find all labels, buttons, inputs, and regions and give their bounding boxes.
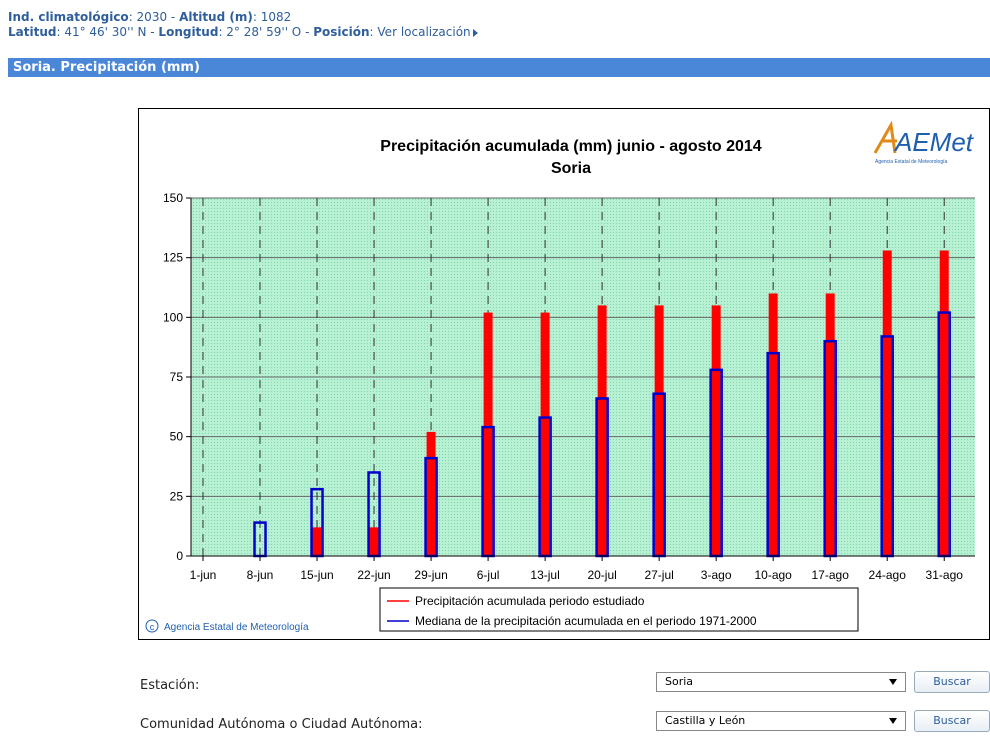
ver-localizacion-link[interactable]: Ver localización [377, 25, 471, 39]
logo-text: AEMet [895, 127, 974, 157]
bar-studied [826, 293, 835, 556]
bar-studied [712, 305, 721, 556]
bar-studied [313, 527, 322, 556]
bar-studied [370, 527, 379, 556]
bar-studied [484, 313, 493, 556]
legend [380, 588, 858, 631]
x-tick-label: 8-jun [246, 568, 274, 582]
latitud-value: 41° 46' 30'' N [64, 25, 147, 39]
bar-studied [427, 432, 436, 556]
chevron-down-icon [889, 679, 897, 685]
x-tick-label: 22-jun [357, 568, 391, 582]
bar-studied [883, 251, 892, 556]
x-tick-label: 6-jul [476, 568, 500, 582]
y-tick-label: 75 [169, 370, 183, 384]
y-tick-label: 150 [162, 191, 183, 205]
buscar-comunidad-button[interactable]: Buscar [914, 710, 990, 732]
chevron-down-icon [889, 718, 897, 724]
legend-label-studied: Precipitación acumulada periodo estudiado [415, 594, 645, 608]
x-tick-label: 31-ago [925, 568, 963, 582]
indicativo-value: 2030 [136, 10, 168, 24]
altitud-value: 1082 [260, 10, 292, 24]
bar-studied [940, 251, 949, 556]
chart-title: Precipitación acumulada (mm) junio - agosto 2014 [380, 138, 762, 155]
x-tick-label: 15-jun [300, 568, 334, 582]
chart-subtitle: Soria [550, 160, 592, 177]
x-tick-label: 24-ago [868, 568, 906, 582]
y-tick-label: 125 [162, 250, 183, 265]
grid-layer [191, 198, 975, 556]
bar-studied [598, 305, 607, 556]
altitud-label: Altitud (m) [179, 10, 253, 24]
copyright-text: Agencia Estatal de Meteorología [164, 622, 309, 633]
y-tick-label: 100 [162, 310, 183, 325]
section-title: Soria. Precipitación (mm) [8, 58, 990, 77]
bar-studied [655, 305, 664, 556]
x-tick-label: 17-ago [811, 568, 849, 582]
svg-text:c: c [149, 622, 155, 632]
x-tick-label: 29-jun [414, 568, 448, 582]
legend-label-median: Mediana de la precipitación acumulada en el periodo 1971-2000 [415, 614, 757, 628]
longitud-value: 2° 28' 59'' O [226, 25, 302, 39]
chart-frame [138, 108, 990, 640]
comunidad-value: Castilla y León [665, 714, 746, 727]
x-tick-label: 20-jul [587, 568, 617, 582]
comunidad-select[interactable] [656, 711, 906, 731]
bar-studied [541, 313, 550, 556]
logo-subtext: Agencia Estatal de Meteorología [875, 159, 948, 165]
comunidad-label: Comunidad Autónoma o Ciudad Autónoma: [140, 717, 423, 732]
y-tick-label: 0 [176, 549, 183, 563]
y-tick-label: 50 [169, 429, 183, 444]
posicion-label: Posición [313, 25, 370, 39]
x-tick-label: 27-jul [644, 568, 674, 582]
x-tick-label: 13-jul [530, 568, 560, 582]
longitud-label: Longitud [158, 25, 219, 39]
bar-studied [769, 293, 778, 556]
info-line-2: Latitud: 41° 46' 30'' N - Longitud: 2° 28' 59'' O - Posición: Ver localización [8, 25, 478, 40]
copyright [146, 620, 309, 633]
play-arrow-icon [473, 29, 478, 37]
estacion-value: Soria [665, 675, 694, 688]
estacion-label: Estación: [140, 678, 200, 693]
station-info [8, 10, 478, 40]
latitud-label: Latitud [8, 25, 57, 39]
indicativo-label: Ind. climatológico [8, 10, 129, 24]
aemet-logo [875, 125, 975, 165]
x-tick-label: 10-ago [754, 568, 792, 582]
info-line-1: Ind. climatológico: 2030 - Altitud (m): 1082 [8, 10, 292, 24]
x-tick-label: 3-ago [700, 568, 732, 582]
buscar-estacion-button[interactable]: Buscar [914, 671, 990, 693]
estacion-select[interactable] [656, 672, 906, 692]
y-tick-label: 25 [169, 489, 183, 504]
x-tick-label: 1-jun [189, 568, 217, 582]
precipitation-chart [139, 109, 990, 640]
